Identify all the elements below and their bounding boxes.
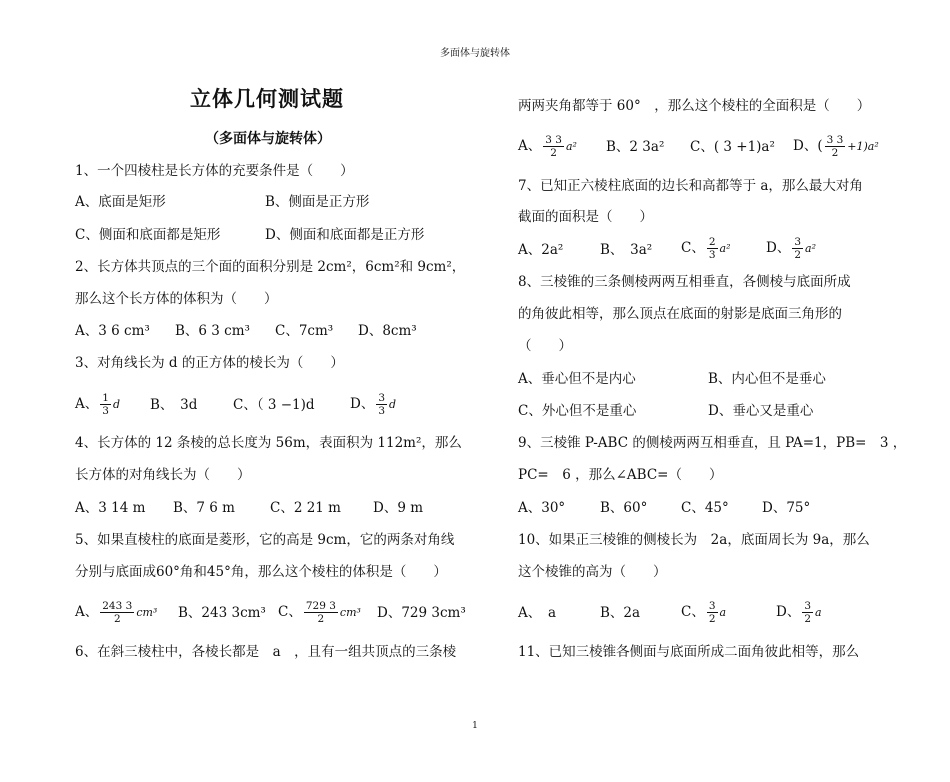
q6-option-c: C、( 3 +1)a²	[690, 139, 775, 155]
q7-line2: 截面的面积是（ ）	[518, 209, 653, 225]
q6-a-label: A、	[518, 138, 542, 154]
q3-a-variable: d	[112, 398, 120, 411]
page-title: 立体几何测试题	[190, 86, 344, 111]
q10-option-d	[776, 600, 822, 625]
q3-a-numerator: 1	[102, 392, 109, 404]
q10-option-c	[681, 600, 726, 625]
q3-d-fraction	[376, 392, 387, 417]
q7-c-label: C、	[681, 240, 705, 256]
q7-c-denominator: 3	[708, 249, 716, 261]
q5-option-b: B、243 3cm³	[178, 605, 266, 621]
q10-d-label: D、	[776, 604, 801, 620]
q3-option-a	[75, 392, 120, 417]
q6-d-variable: +1)a²	[847, 140, 879, 153]
q3-d-numerator: 3	[378, 392, 386, 404]
q6-a-variable: a²	[565, 140, 577, 153]
q5-a-denominator: 2	[113, 613, 121, 625]
q5-a-fraction	[100, 600, 134, 625]
q7-d-numerator: 3	[794, 236, 802, 248]
q11-line1: 11、已知三棱锥各侧面与底面所成二面角彼此相等，那么	[518, 644, 860, 660]
q4-line1: 4、长方体的 12 条棱的总长度为 56m，表面积为 112m²，那么	[75, 435, 462, 451]
q10-c-fraction	[707, 600, 718, 625]
q8-option-d: D、垂心又是重心	[708, 403, 814, 419]
q5-c-numerator: 729 3	[305, 600, 336, 612]
q6-d-label: D、(	[793, 138, 823, 154]
q7-option-d	[766, 236, 816, 261]
q8-line3: （ ）	[518, 338, 572, 354]
q10-c-label: C、	[681, 604, 705, 620]
q3-d-variable: d	[389, 398, 397, 411]
q4-option-a: A、3 14 m	[75, 500, 146, 516]
q6-d-fraction	[825, 134, 846, 159]
q2-option-d: D、8cm³	[358, 323, 417, 339]
q3-a-denominator: 3	[102, 405, 109, 417]
q5-c-fraction	[304, 600, 338, 625]
q2-option-b: B、6 3 cm³	[175, 323, 250, 339]
q9-option-a: A、30°	[518, 500, 566, 516]
page-header: 多面体与旋转体	[440, 48, 510, 59]
q10-d-fraction	[802, 600, 813, 625]
q6-a-denominator: 2	[550, 147, 557, 159]
q5-option-c	[278, 600, 361, 625]
q3-option-b: B、 3d	[150, 397, 198, 413]
q5-line2: 分别与底面成60°角和45°角，那么这个棱柱的体积是（ ）	[75, 564, 447, 580]
q3-option-d	[350, 392, 396, 417]
q8-option-b: B、内心但不是垂心	[708, 371, 826, 387]
q4-option-b: B、7 6 m	[173, 500, 235, 516]
q7-option-a: A、2a²	[518, 242, 564, 258]
q9-option-d: D、75°	[762, 500, 811, 516]
q9-option-b: B、60°	[600, 500, 648, 516]
q5-a-unit: cm³	[136, 606, 158, 619]
q5-line1: 5、如果直棱柱的底面是菱形，它的高是 9cm，它的两条对角线	[75, 532, 455, 548]
page-number: 1	[472, 721, 478, 731]
q5-option-a	[75, 600, 157, 625]
q10-line1: 10、如果正三棱锥的侧棱长为 2a，底面周长为 9a，那么	[518, 532, 870, 548]
q7-option-b: B、 3a²	[600, 242, 653, 258]
q7-d-variable: a²	[805, 242, 816, 255]
q4-option-d: D、9 m	[373, 500, 424, 516]
q3-d-denominator: 3	[378, 405, 386, 417]
q7-c-numerator: 2	[708, 236, 716, 248]
q8-option-a: A、垂心但不是内心	[518, 371, 636, 387]
q3-option-c: C、（ 3 −1)d	[233, 397, 315, 413]
q4-option-c: C、2 21 m	[270, 500, 341, 516]
q7-d-denominator: 2	[794, 249, 802, 261]
q2-option-a: A、3 6 cm³	[75, 323, 150, 339]
q8-line1: 8、三棱锥的三条侧棱两两互相垂直，各侧棱与底面所成	[518, 274, 851, 290]
q10-option-a: A、 a	[518, 605, 557, 621]
q10-d-variable: a	[815, 606, 822, 619]
q10-d-numerator: 3	[804, 600, 812, 612]
q5-a-label: A、	[75, 604, 99, 620]
q3-a-fraction	[100, 392, 111, 417]
q9-line1: 9、三棱锥 P-ABC 的侧棱两两互相垂直，且 PA=1，PB= 3 ，	[518, 435, 907, 451]
q4-line2: 长方体的对角线长为（ ）	[75, 467, 251, 483]
q7-d-fraction	[792, 236, 803, 261]
q6-line1: 6、在斜三棱柱中，各棱长都是 a ，且有一组共顶点的三条棱	[75, 644, 457, 660]
q6-option-a	[518, 134, 577, 159]
q5-c-denominator: 2	[317, 613, 325, 625]
q7-c-fraction	[707, 236, 718, 261]
q7-option-c	[681, 236, 731, 261]
q1-option-c: C、侧面和底面都是矩形	[75, 227, 221, 243]
q1-option-d: D、侧面和底面都是正方形	[265, 227, 425, 243]
q7-d-label: D、	[766, 240, 791, 256]
q1-option-b: B、侧面是正方形	[265, 194, 370, 210]
q1-stem: 1、一个四棱柱是长方体的充要条件是（ ）	[75, 163, 354, 179]
q2-line2: 那么这个长方体的体积为（ ）	[75, 291, 278, 307]
q6-d-numerator: 3 3	[826, 134, 844, 146]
q10-line2: 这个棱锥的高为（ ）	[518, 564, 667, 580]
q3-a-label: A、	[75, 396, 99, 412]
q6-a-numerator: 3 3	[545, 134, 562, 146]
q7-line1: 7、已知正六棱柱底面的边长和高都等于 a，那么最大对角	[518, 178, 863, 194]
q5-c-unit: cm³	[339, 606, 361, 619]
q10-option-b: B、2a	[600, 605, 641, 621]
q3-d-label: D、	[350, 396, 375, 412]
q6-a-fraction	[543, 134, 564, 159]
q5-option-d: D、729 3cm³	[377, 605, 466, 621]
q10-c-variable: a	[719, 606, 727, 619]
q6-line2: 两两夹角都等于 60° ，那么这个棱柱的全面积是（ ）	[518, 98, 871, 114]
q9-line2: PC= 6 ，那么∠ABC=（ ）	[518, 467, 723, 483]
q10-c-denominator: 2	[708, 613, 716, 625]
q9-option-c: C、45°	[681, 500, 729, 516]
q5-a-numerator: 243 3	[102, 600, 133, 612]
q6-option-d	[793, 134, 879, 159]
q3-stem: 3、对角线长为 d 的正方体的棱长为（ ）	[75, 355, 344, 371]
q1-option-a: A、底面是矩形	[75, 194, 166, 210]
q10-d-denominator: 2	[804, 613, 812, 625]
q7-c-variable: a²	[719, 242, 731, 255]
q10-c-numerator: 3	[708, 600, 716, 612]
q8-option-c: C、外心但不是重心	[518, 403, 637, 419]
q2-option-c: C、7cm³	[275, 323, 334, 339]
q6-d-denominator: 2	[831, 147, 839, 159]
q5-c-label: C、	[278, 604, 302, 620]
q8-line2: 的角彼此相等，那么顶点在底面的射影是底面三角形的	[518, 306, 842, 322]
page-subtitle: （多面体与旋转体）	[205, 131, 331, 147]
q6-option-b: B、2 3a²	[606, 139, 665, 155]
q2-line1: 2、长方体共顶点的三个面的面积分别是 2cm²，6cm²和 9cm²，	[75, 259, 466, 275]
